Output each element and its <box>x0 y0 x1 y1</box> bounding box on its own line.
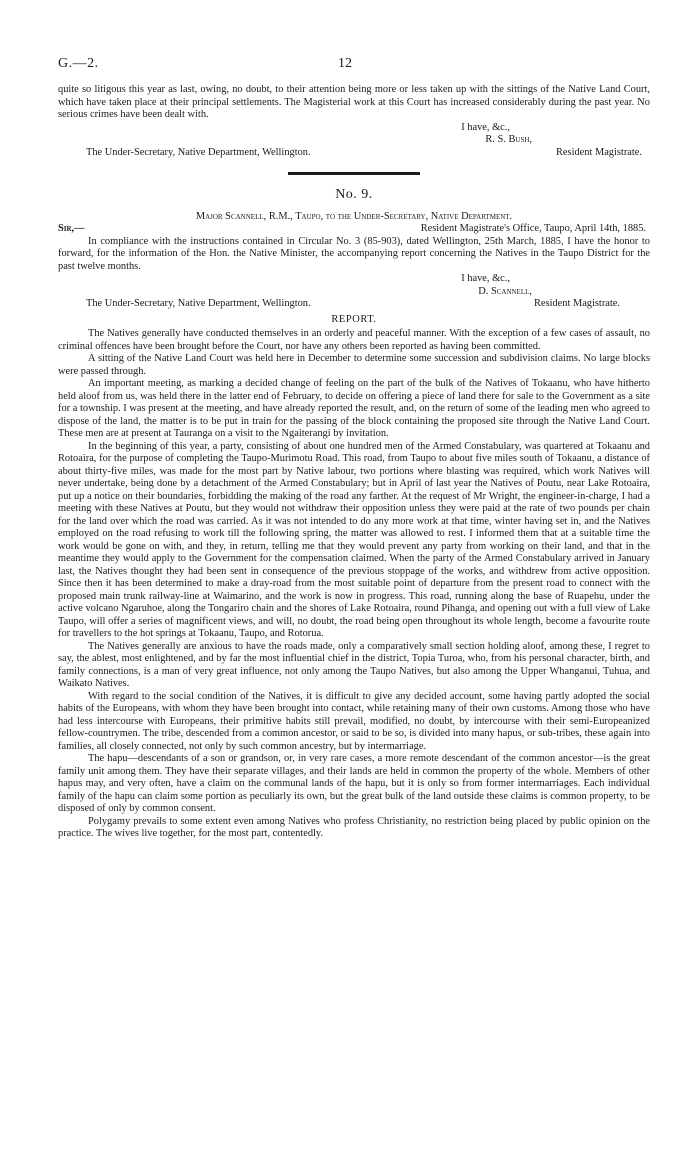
report-title: REPORT. <box>331 313 377 325</box>
report-paragraph: An important meeting, as marking a decided change of feeling on the part of the bulk of the Natives of Tokaanu, who have hitherto held aloof from us, was held there in the latter end of February, to decide on offering a piece of land there for sale to the Government as a site for a township. I was present at the meeting, and have already reported the result, and, on the return of some of the leading men who agreed to dispose of the land, the matter is to be put in train for the passing of the block containing the proposed site through the Native Land Court. These men are at present at Tauranga on a visit to the Ngaiterangi by invitation. <box>58 378 650 439</box>
page-header <box>58 58 650 84</box>
page-number: 12 <box>338 56 352 71</box>
previous-letter <box>58 84 650 159</box>
previous-letter-title: Resident Magistrate. <box>556 146 642 158</box>
report-paragraph: Polygamy prevails to some extent even among Natives who profess Christianity, no restriction being placed by public opinion on the practice. The wives live together, for the most part, contentedly. <box>58 815 650 839</box>
previous-letter-signature: R. S. Bush, <box>485 134 532 145</box>
document-reference: G.—2. <box>58 56 99 71</box>
letter-body: In compliance with the instructions contained in Circular No. 3 (85-903), dated Wellington, 25th March, 1885, I have the honor to forward, for the information of the Hon. the Native Minister, the accompanying report concerning the Natives in the Taupo District for the past twelve months. <box>58 235 650 272</box>
previous-letter-address: The Under-Secretary, Native Department, Wellington. <box>86 146 311 158</box>
letter-signature: D. Scannell, <box>478 285 532 297</box>
report-paragraph: With regard to the social condition of the Natives, it is difficult to give any decided account, some having partly adopted the social habits of the Europeans, with whom they have been brought into contact, while retaining many of their own customs. Among those who have had less intercourse with Europeans, their primitive habits still prevail, modified, no doubt, by intercourse with their semi-Europeanized fellow-countrymen. The tribe, descended from a common ancestor, or said to be so, is divided into many hapus, or sub-tribes, these again into families, all closely connected, not only by such common ancestry, but by intermarriage. <box>58 690 650 752</box>
previous-letter-footer <box>58 147 650 160</box>
section-divider <box>288 172 420 175</box>
letter-closing: I have, &c., <box>461 273 510 284</box>
report-paragraph: A sitting of the Native Land Court was held here in December to determine some succession and subdivision claims. No large blocks were passed through. <box>58 353 650 377</box>
letter-office-date: Resident Magistrate's Office, Taupo, April 14th, 1885. <box>420 223 646 234</box>
letter-salutation: Sir,— <box>58 223 85 234</box>
letter-number: No. 9. <box>335 187 373 202</box>
letter-salutation-row <box>58 223 650 236</box>
letter-title: Resident Magistrate. <box>534 298 620 309</box>
letter-heading: Major Scannell, R.M., Taupo, to the Under-Secretary, Native Department. <box>195 210 513 222</box>
report-paragraph: The Natives generally are anxious to have the roads made, only a comparatively small section holding aloof, among these, I regret to say, the ablest, most enlightened, and by far the most influential chief in the district, Topia Turoa, who, from his personal character, birth, and family connections, is a man of very great influence, not only among the Taupo Natives, but also among the Upper Whanganui, Tuhua, and Waikato Natives. <box>58 640 650 689</box>
report-paragraph: The hapu—descendants of a son or grandson, or, in very rare cases, a more remote descendant of the common ancestor—is the great family unit among them. They have their separate villages, and their lands are held in common the property of the whole. Members of other hapus may, and very often, have a claim on the communal lands of the hapu, but it is only so from former intermarriages. Each individual family of the hapu can claim some portion as peculiarly its own, but the great bulk of the land outside these claims is common property, to be disposed of only by common consent. <box>58 753 650 814</box>
letter-footer <box>58 298 650 311</box>
letter-address: The Under-Secretary, Native Department, Wellington. <box>86 298 311 309</box>
previous-letter-body: quite so litigous this year as last, owing, no doubt, to their attention being more or less taken up with the sittings of the Native Land Court, which have taken place at their principal settlements. The Magisterial work at this Court has increased considerably during the past year. No serious crimes have been dealt with. <box>58 84 650 120</box>
report-paragraph: In the beginning of this year, a party, consisting of about one hundred men of the Armed Constabulary, was quartered at Tokaanu and Rotoaira, for the purpose of completing the Taupo-Murimotu Road. This road, from Taupo to about five miles south of Tokaanu, a distance of about thirty-five miles, was made for the most part by Native labour, two portions where blasting was required, which work Natives will never undertake, being done by a detachment of the Armed Constabulary; but in April of last year the Natives of Poutu, near Lake Rotoaira, put up a notice on their boundaries, forbidding the making of the road any farther. At the request of Mr Wright, the engineer-in-charge, I had a meeting with these Natives at Poutu, but they would not withdraw their opposition unless they were paid at the rate of two pounds per chain for the land over which the road was carried. As it was not intended to do any more work at that time, winter having set in, and the Natives employed on the road refusing to work till the following spring, the matter was allowed to rest. I informed them that at a suitable time the work would be gone on with, and they, in return, telling me that they would prevent any party from working on their land, and that in the meantime they would apply to the Government for the compensation claimed. When the party of the Armed Constabulary arrived in January last, the Natives thought they had been sent in consequence of the previous stoppage of the works, and withdrew from active opposition. Since then it has been determined to make a dray-road from the most suitable point of departure from the present road to connect with the proposed main trunk railway-line at Waimarino, and the work is now in progress. This road, running along the base of Ruapehu, under the active volcano Ngaruhoe, along the Tongariro chain and the shores of Lake Rotoaira, round Pihanga, and opening out with a full view of Lake Taupo, will offer a series of magnificent views, and will, no doubt, the road being open throughout its whole length, become a favourite route for travellers to the hot springs at Tokaanu, Taupo, and Rotorua. <box>58 440 650 639</box>
previous-letter-closing: I have, &c., <box>461 121 510 133</box>
report-paragraph: The Natives generally have conducted themselves in an orderly and peaceful manner. With the exception of a few cases of assault, no criminal offences have been brought before the Court, nor have any others been reported as having been committed. <box>58 328 650 352</box>
